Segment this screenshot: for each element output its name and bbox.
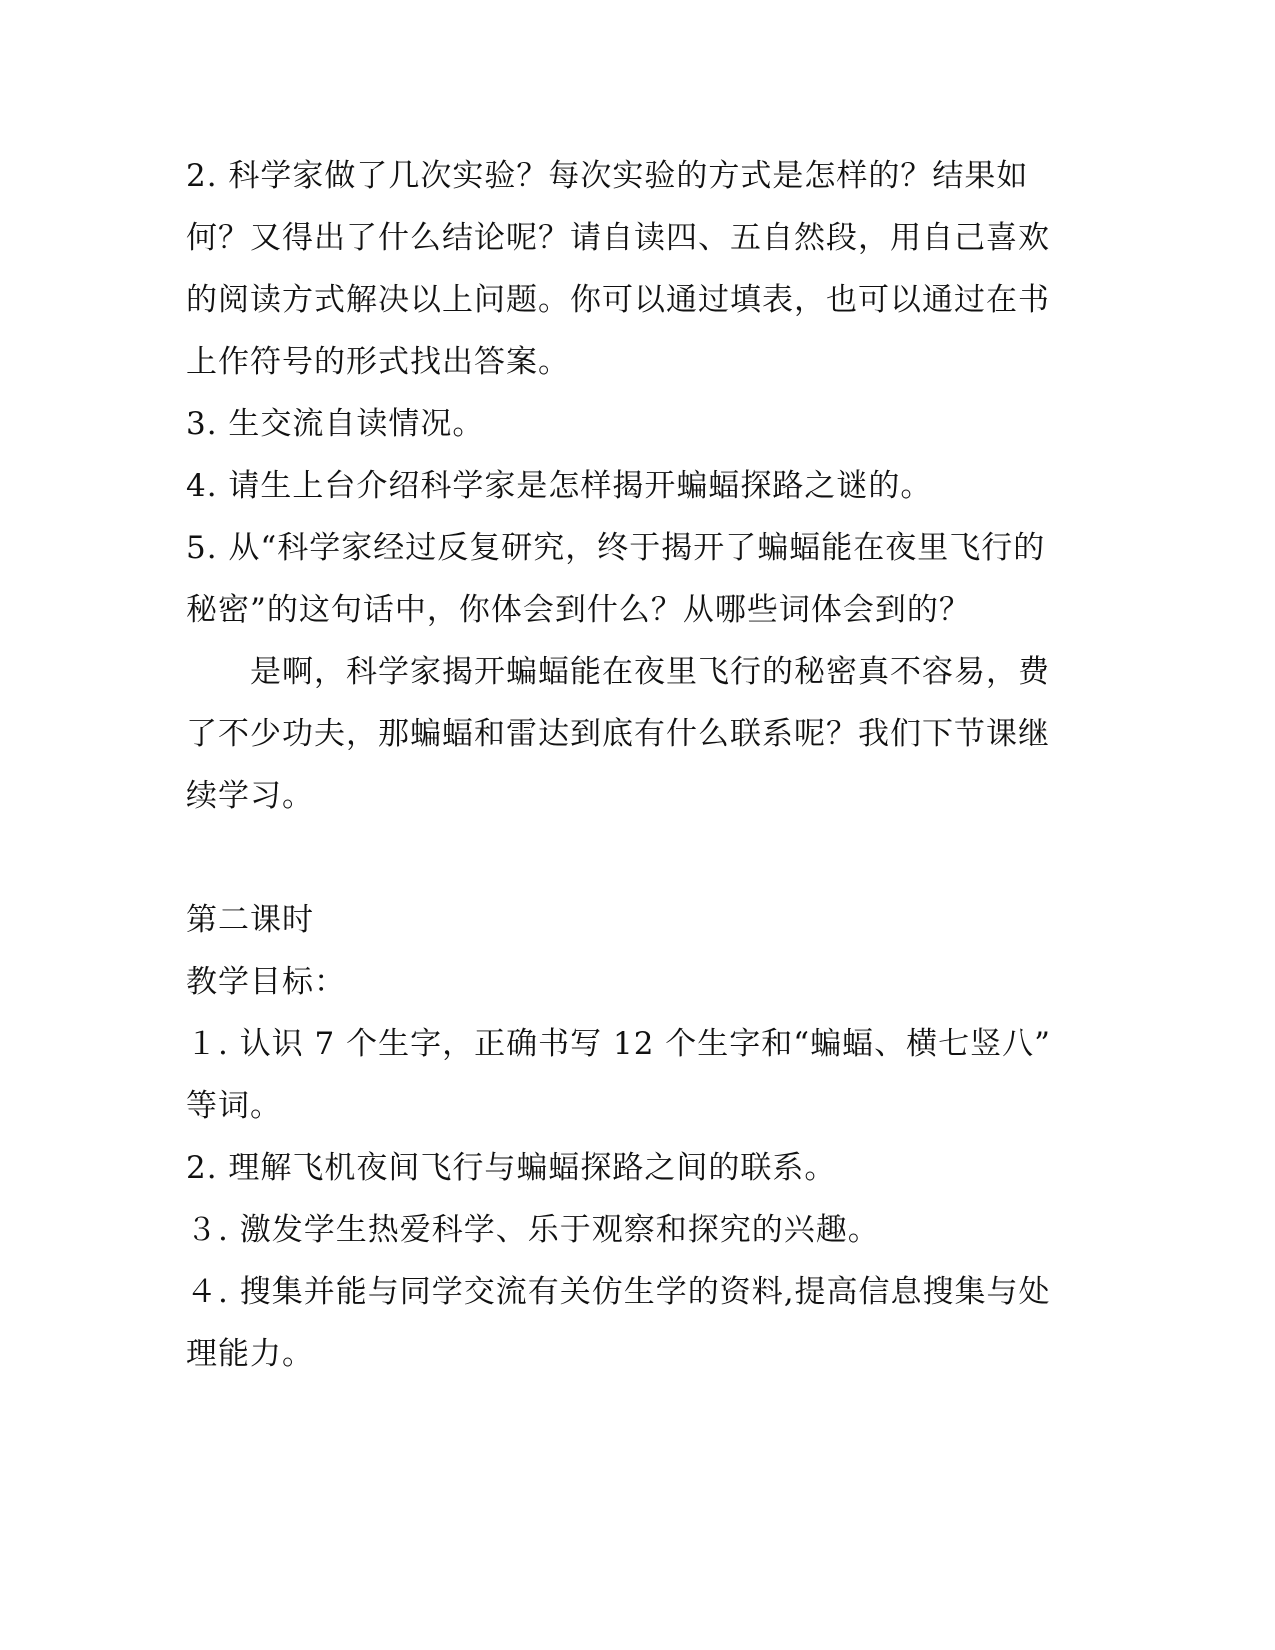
text-line: 何？又得出了什么结论呢？请自读四、五自然段，用自己喜欢 — [186, 220, 1050, 256]
text-line: 3. 生交流自读情况。 — [186, 406, 485, 442]
text-line: 秘密”的这句话中，你体会到什么？从哪些词体会到的？ — [186, 592, 971, 628]
text-line: 5. 从“科学家经过反复研究，终于揭开了蝙蝠能在夜里飞行的 — [186, 530, 1046, 566]
text-line: 等词。 — [186, 1088, 282, 1124]
text-line: 上作符号的形式找出答案。 — [186, 344, 570, 380]
text-line: 2. 理解飞机夜间飞行与蝙蝠探路之间的联系。 — [186, 1150, 837, 1186]
text-line: ３. 激发学生热爱科学、乐于观察和探究的兴趣。 — [186, 1212, 880, 1248]
text-line: 2. 科学家做了几次实验？每次实验的方式是怎样的？结果如 — [186, 158, 1029, 194]
text-line-indented: 是啊，科学家揭开蝙蝠能在夜里飞行的秘密真不容易，费 — [250, 654, 1050, 690]
text-line: 续学习。 — [186, 778, 314, 814]
text-line: １. 认识 7 个生字，正确书写 12 个生字和“蝙蝠、横七竖八” — [186, 1026, 1051, 1062]
text-line: ４. 搜集并能与同学交流有关仿生学的资料,提高信息搜集与处 — [186, 1274, 1051, 1310]
section-subheading: 教学目标： — [186, 964, 346, 1000]
section-heading: 第二课时 — [186, 902, 314, 938]
text-line: 4. 请生上台介绍科学家是怎样揭开蝙蝠探路之谜的。 — [186, 468, 933, 504]
text-line: 理能力。 — [186, 1336, 314, 1372]
text-line: 了不少功夫，那蝙蝠和雷达到底有什么联系呢？我们下节课继 — [186, 716, 1050, 752]
text-line: 的阅读方式解决以上问题。你可以通过填表，也可以通过在书 — [186, 282, 1050, 318]
